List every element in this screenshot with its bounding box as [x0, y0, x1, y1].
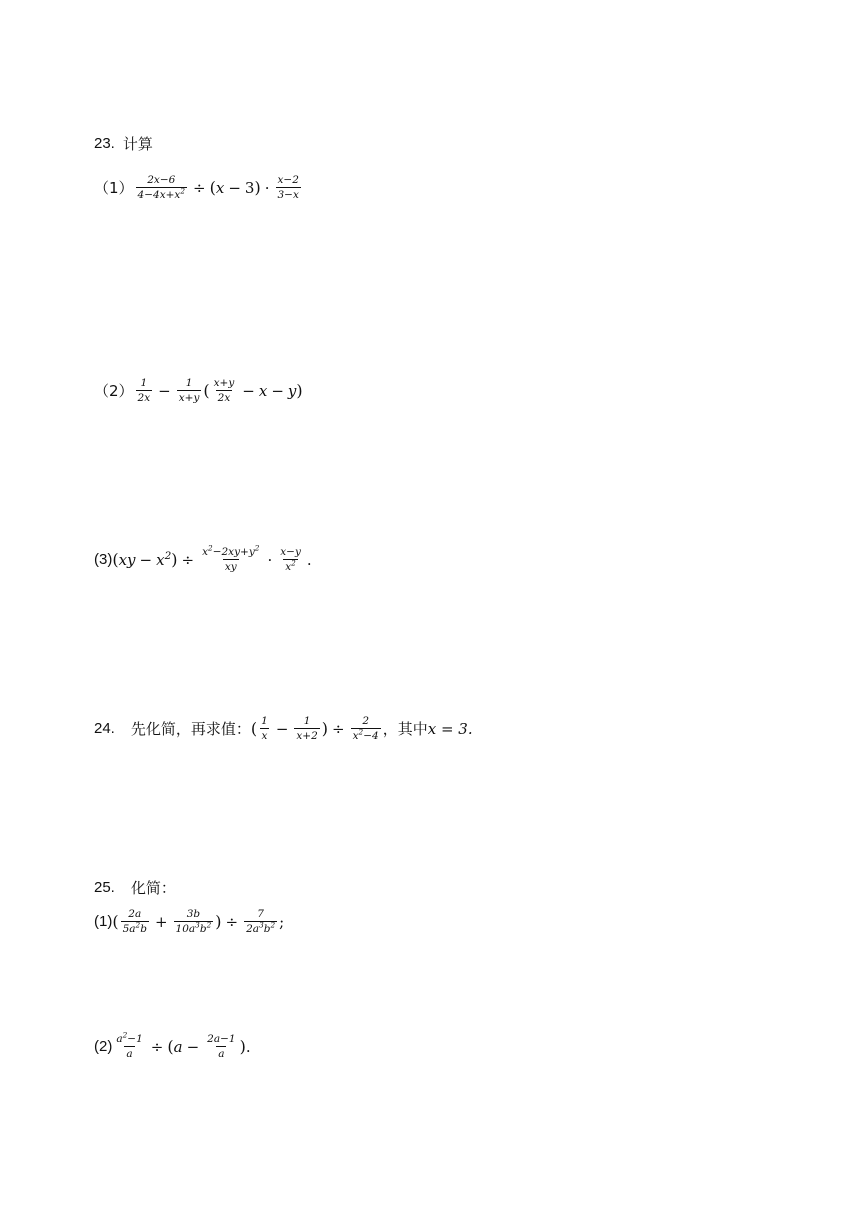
- problem-25-header: [94, 877, 176, 898]
- fraction: $\frac{2x-6}{4-4x+x^2}$: [137, 174, 186, 202]
- fraction: $\frac{3b}{10a^3b^2}$: [175, 908, 212, 936]
- fraction: $\frac{x^2-2xy+y^2}{xy}$: [202, 543, 260, 574]
- condition-math: x = 3.: [427, 719, 473, 738]
- problem-title: 计算: [122, 135, 153, 153]
- problem-number: 23.: [94, 135, 115, 152]
- part-label: (3): [94, 551, 113, 569]
- problem-25-part-1: (1) ( $\frac{2a}{5a^2b}$ + $\frac{3b}{10a^3b^2}$ ) ÷ $\frac{7}{2a^3b^2}$ ;: [94, 908, 285, 936]
- fraction: $\frac{x-y}{x^2}$: [280, 546, 301, 574]
- fraction: $\frac{2a}{5a^2b}$: [122, 908, 147, 936]
- part-label: （1）: [94, 179, 134, 198]
- fraction: $\frac{1}{2x}$: [137, 377, 151, 405]
- fraction: $\frac{x+y}{2x}$: [213, 377, 235, 405]
- fraction: $\frac{a^2-1}{a}$: [116, 1030, 143, 1061]
- problem-24: 24. 先化简，再求值： ( $\frac{1}{x}$ − $\frac{1}{x+2}$ ) ÷ $\frac{2}{x^2-4}$ ，其中 x = 3.: [94, 715, 473, 743]
- part-label: （2）: [94, 382, 134, 401]
- problem-instruction: 先化简，再求值：: [130, 720, 251, 739]
- part-label: (1): [94, 913, 113, 931]
- problem-25-part-2: (2) $\frac{a^2-1}{a}$ ÷ ( a − $\frac{2a-1}{a}$ ) .: [94, 1030, 251, 1061]
- problem-23-header: [94, 133, 153, 154]
- problem-23-part-1: （1） $\frac{2x-6}{4-4x+x^2}$ ÷ ( x − 3 ) · $\frac{x-2}{3-x}$: [94, 174, 299, 202]
- fraction: $\frac{1}{x+y}$: [178, 377, 200, 405]
- fraction: $\frac{2a-1}{a}$: [207, 1033, 236, 1061]
- fraction: $\frac{1}{x}$: [261, 715, 268, 743]
- part-label: (2): [94, 1038, 113, 1056]
- fraction: $\frac{x-2}{3-x}$: [277, 174, 299, 202]
- fraction: $\frac{2}{x^2-4}$: [352, 715, 379, 743]
- problem-23-part-2: （2） $\frac{1}{2x}$ − $\frac{1}{x+y}$ ( $\frac{x+y}{2x}$ − x − y ): [94, 377, 303, 405]
- problem-number: 25.: [94, 879, 115, 896]
- fraction: $\frac{7}{2a^3b^2}$: [246, 908, 276, 936]
- condition-text: ，其中: [382, 720, 428, 739]
- problem-23-part-3: (3) ( xy − $x^2$ ) ÷ $\frac{x^2-2xy+y^2}{xy}$ · $\frac{x-y}{x^2}$ .: [94, 543, 312, 574]
- problem-title: 化简：: [130, 879, 176, 897]
- problem-number: 24.: [94, 720, 115, 738]
- fraction: $\frac{1}{x+2}$: [296, 715, 318, 743]
